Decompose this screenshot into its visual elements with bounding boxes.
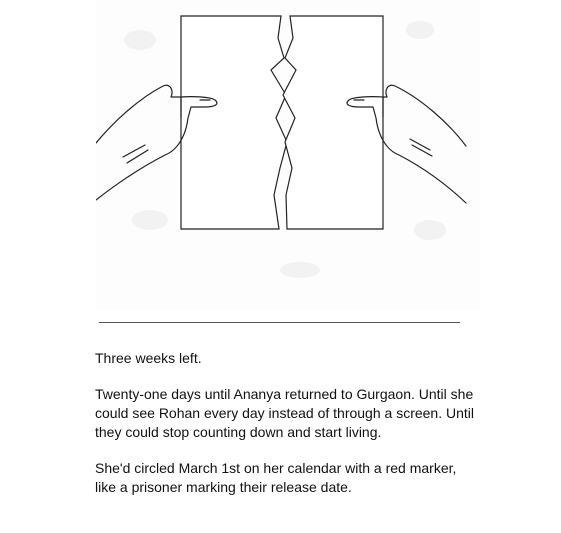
- left-paper-half: [181, 16, 287, 229]
- story-text: [95, 349, 475, 514]
- divider-line: [99, 322, 460, 323]
- paragraph-2: Twenty-one days until Ananya returned to Gurgaon. Until she could see Rohan every day instead of through a screen. Until they could stop counting down and start living.: [95, 386, 475, 440]
- paragraph-1: Three weeks left.: [95, 350, 202, 366]
- torn-paper-illustration: [96, 0, 480, 310]
- right-paper-half: [283, 16, 383, 229]
- paragraph-3: She'd circled March 1st on her calendar with a red marker, like a prisoner marking their release date.: [95, 460, 457, 495]
